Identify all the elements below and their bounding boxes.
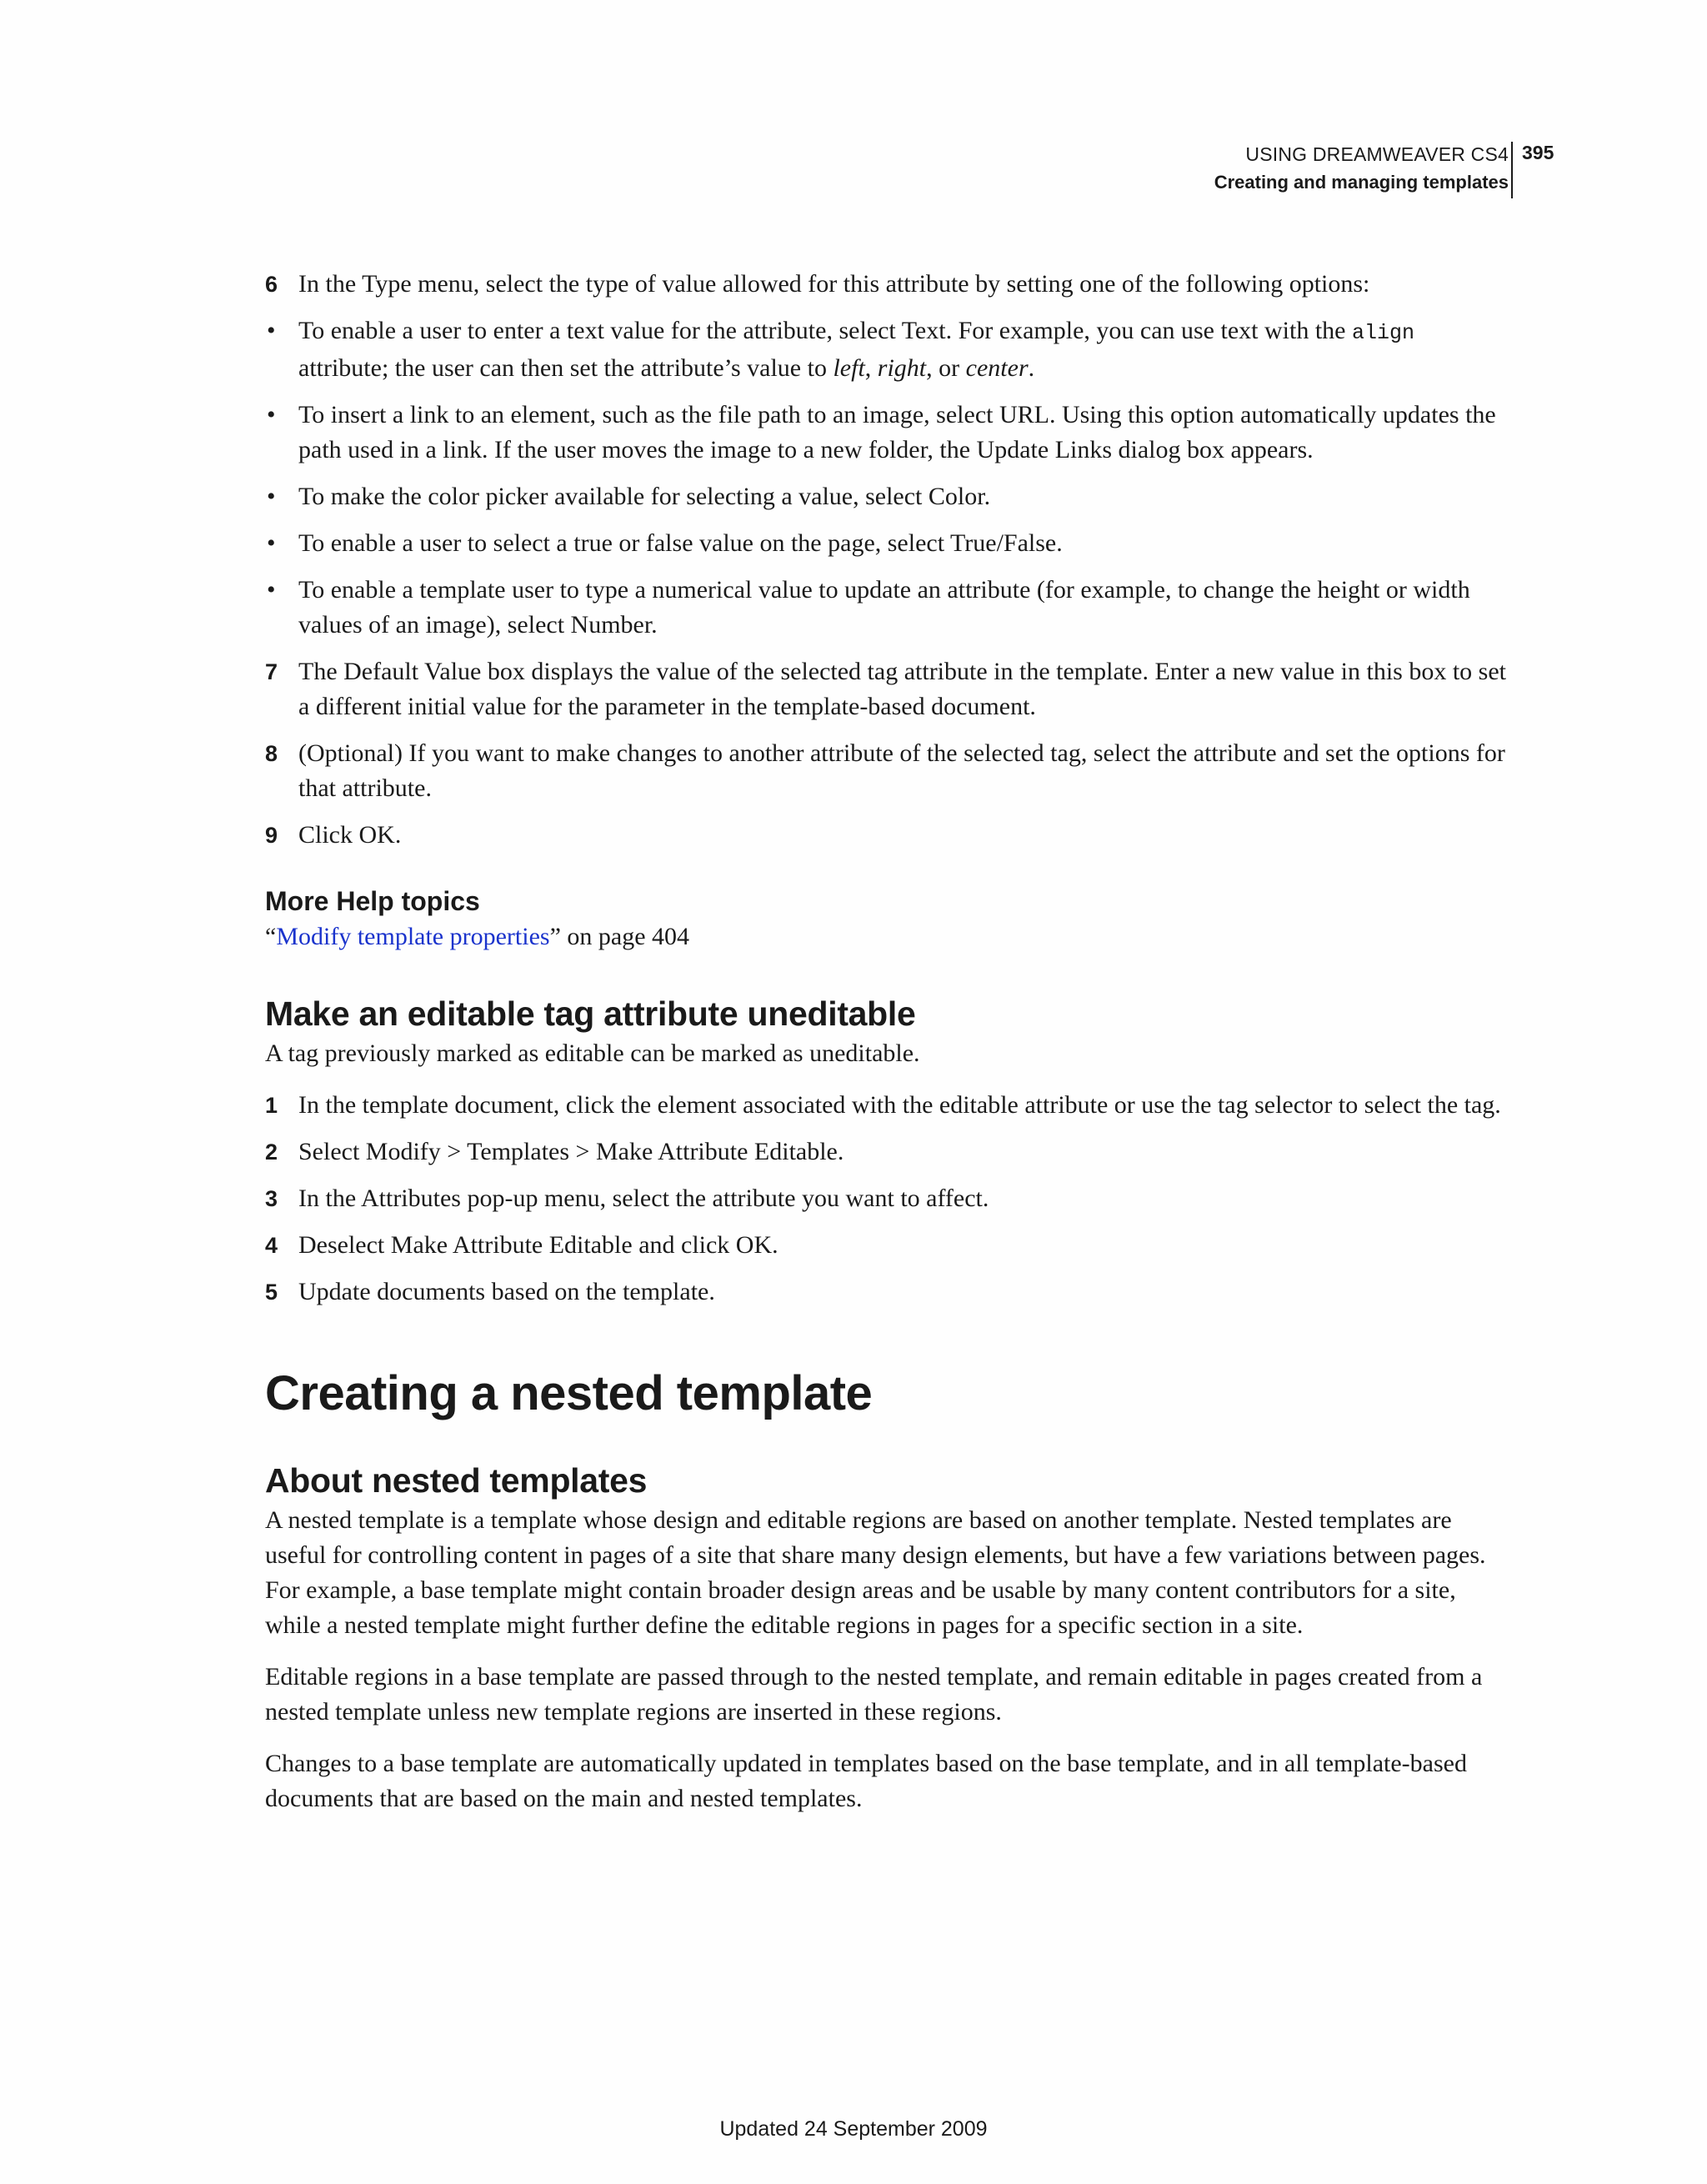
step-text: (Optional) If you want to make changes to another attribute of the selected tag, select the attribute and set the options for that attribute.	[298, 739, 1505, 802]
step-number: 2	[265, 1140, 278, 1165]
step-text: Click OK.	[298, 821, 402, 849]
bullet-number-option: • To enable a template user to type a numerical value to update an attribute (for example, to change the height or width values of an image), select Number.	[265, 573, 1507, 643]
uneditable-step-3	[265, 1181, 1507, 1216]
step-number: 9	[265, 823, 278, 848]
uneditable-step-4	[265, 1228, 1507, 1263]
step-7	[265, 654, 1507, 724]
step-9	[265, 818, 1507, 853]
uneditable-step-2	[265, 1135, 1507, 1170]
chapter-heading-nested: Creating a nested template	[265, 1366, 873, 1420]
step-number: 8	[265, 741, 278, 766]
bullet-icon: •	[267, 317, 276, 344]
page-number: 395	[1522, 142, 1554, 163]
running-header	[1214, 140, 1509, 197]
step-number: 3	[265, 1186, 278, 1211]
bullet-icon: •	[267, 483, 276, 510]
step-text: In the Attributes pop-up menu, select the attribute you want to affect.	[298, 1185, 989, 1212]
book-title: USING DREAMWEAVER CS4	[1245, 143, 1509, 165]
chapter-title: Creating and managing templates	[1214, 172, 1509, 193]
nested-paragraph-1: A nested template is a template whose design and editable regions are based on another template. Nested templates are useful for controlling content in pages of a site that share many design elements, but have a few variations between pages. For example, a base template might contain broader design areas and be usable by many content contributors for a site, while a nested template might further define the editable regions in pages for a specific section in a site.	[265, 1506, 1486, 1639]
bullet-icon: •	[267, 529, 276, 557]
step-text: Select Modify > Templates > Make Attribute Editable.	[298, 1138, 844, 1165]
uneditable-step-5	[265, 1275, 1507, 1310]
page-content	[265, 267, 1507, 1816]
bullet-icon: •	[267, 401, 276, 428]
step-text: The Default Value box displays the value of the selected tag attribute in the template. Enter a new value in this box to set a different initial value for the parameter in the template-based document.	[298, 658, 1507, 720]
nested-paragraph-3: Changes to a base template are automatically updated in templates based on the base template, and in all template-based documents that are based on the main and nested templates.	[265, 1750, 1467, 1812]
modify-template-properties-link[interactable]: Modify template properties	[276, 923, 550, 950]
bullet-icon: •	[267, 576, 276, 604]
bullet-url-option: • To insert a link to an element, such as the file path to an image, select URL. Using this option automatically updates the path used in a link. If the user moves the image to a new folder, the Update Links dialog box appears.	[265, 398, 1507, 468]
footer-updated-date: Updated 24 September 2009	[719, 2117, 988, 2141]
more-help-heading: More Help topics	[265, 886, 480, 916]
step-text: Update documents based on the template.	[298, 1278, 715, 1305]
step-text: In the template document, click the element associated with the editable attribute or use the tag selector to select the tag.	[298, 1091, 1501, 1119]
step-number: 1	[265, 1093, 278, 1118]
step-number: 5	[265, 1280, 278, 1305]
step-number: 4	[265, 1233, 278, 1258]
section-heading-about-nested: About nested templates	[265, 1461, 648, 1500]
step-text: In the Type menu, select the type of value allowed for this attribute by setting one of the following options:	[298, 270, 1370, 298]
step-8	[265, 736, 1507, 806]
section-heading-uneditable: Make an editable tag attribute uneditable	[265, 994, 916, 1033]
header-divider	[1511, 142, 1513, 198]
bullet-truefalse-option: • To enable a user to select a true or false value on the page, select True/False.	[265, 526, 1507, 561]
step-text: Deselect Make Attribute Editable and click OK.	[298, 1231, 778, 1259]
bullet-color-option: • To make the color picker available for selecting a value, select Color.	[265, 479, 1507, 514]
bullet-text-option: • To enable a user to enter a text value for the attribute, select Text. For example, you can use text with the align attribute; the user can then set the attribute’s value to left, right, or center.	[265, 313, 1507, 386]
step-number: 6	[265, 272, 278, 297]
code-align: align	[1351, 321, 1414, 345]
uneditable-step-1	[265, 1088, 1507, 1123]
step-6	[265, 267, 1507, 302]
more-help-link-line: “Modify template properties” on page 404	[265, 923, 690, 950]
uneditable-intro: A tag previously marked as editable can be marked as uneditable.	[265, 1039, 920, 1067]
step-number: 7	[265, 659, 278, 684]
nested-paragraph-2: Editable regions in a base template are passed through to the nested template, and remain editable in pages created from a nested template unless new template regions are inserted in these regions.	[265, 1663, 1483, 1726]
